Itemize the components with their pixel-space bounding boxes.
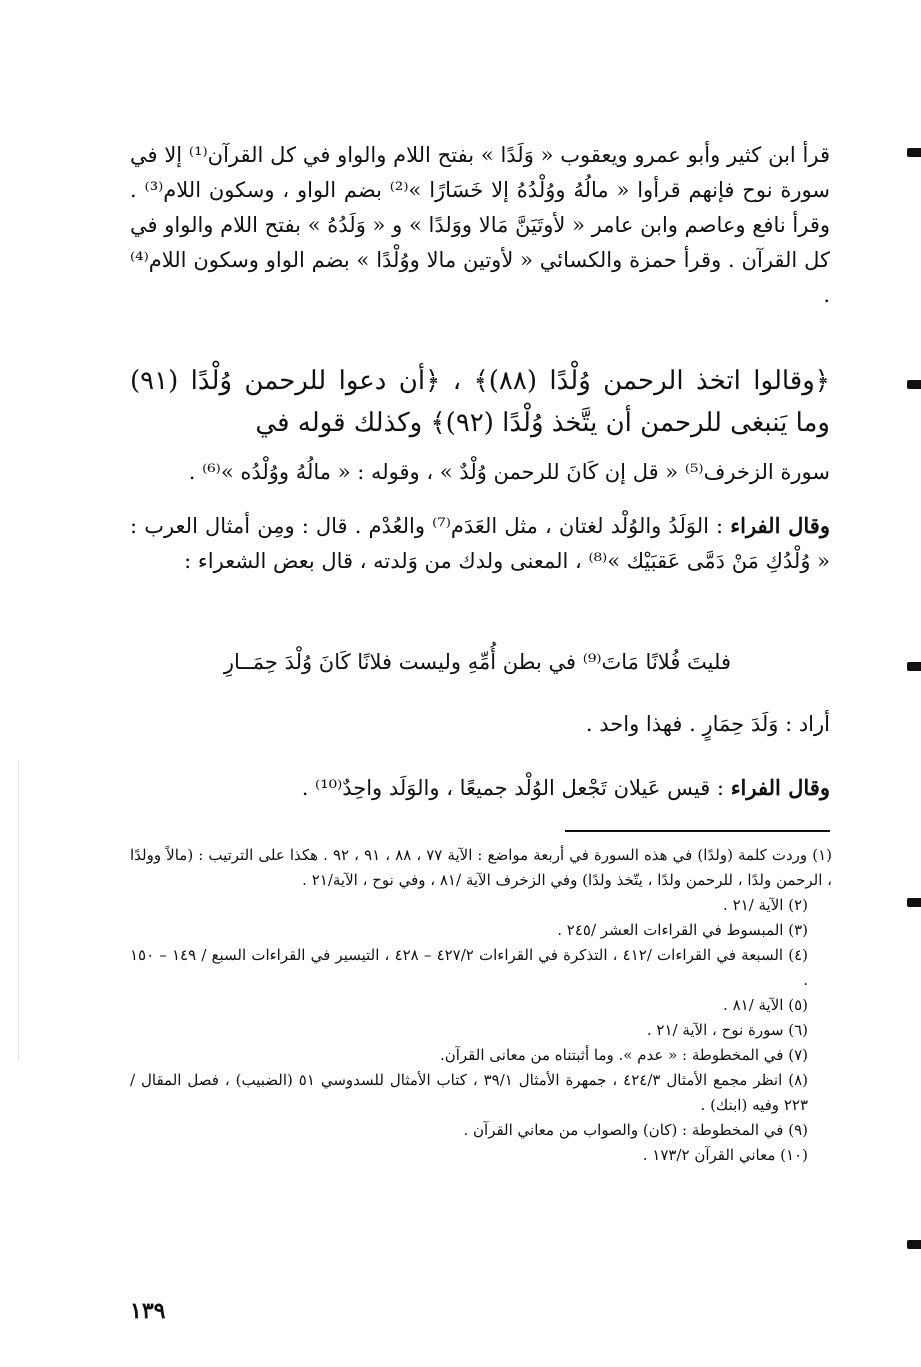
margin-tab-mark [907,898,921,907]
footnotes [130,843,832,1168]
margin-tab-mark [907,380,921,389]
footnote-7: (٧) في المخطوطة : « عدم ». وما أثبتناه من معانى القرآن. [439,1046,808,1064]
verse-second-hemistich: وليست فلانًا كَانَ وُلْدَ حِمَــارِ [223,650,461,674]
quran-verses: ﴿وقالوا اتخذ الرحمن وُلْدًا (٨٨)﴾ ، ﴿أن دعوا للرحمن وُلْدًا (٩١) وما يَنبغى للرحمن أن يتَّخذ وُلْدًا (٩٢)﴾ وكذلك قوله في [130,366,831,438]
margin-tab-mark [907,662,921,671]
footnote-9: (٩) في المخطوطة : (كان) والصواب من معاني القرآن . [463,1121,808,1139]
speaker-label: وقال الفراء [730,513,830,538]
footnote-3: (٣) المبسوط في القراءات العشر /٢٤٥ . [557,921,808,939]
footnote-2: (٢) الآية /٢١ . [723,896,808,914]
scan-edge-line [18,760,19,1060]
footnote-8: (٨) انظر مجمع الأمثال ٤٢٤/٣ ، جمهرة الأمثال ٣٩/١ ، كتاب الأمثال للسدوسي ٥١ (الضبيب) ، فصل المقال /٢٢٣ وفيه (ابنك) . [130,1071,808,1114]
margin-tab-mark [907,1240,921,1249]
paragraph-farra-2 [130,770,830,806]
paragraph-farra-1 [130,508,830,579]
footnote-4: (٤) السبعة في القراءات /٤١٢ ، التذكرة في القراءات ٤٢٧/٢ – ٤٢٨ ، التيسير في القراءات السبع / ١٤٩ – ١٥٠ . [130,946,809,989]
verse-first-hemistich: فليتَ فُلانًا مَاتَ⁽⁹⁾ في بطن أُمِّهِ [467,650,731,674]
footnote-separator [565,830,830,832]
speaker-label: وقال الفراء [730,775,830,800]
paragraph-text: : الوَلَدُ والوُلْد لغتان ، مثل العَدَم⁽⁷⁾ والعُدْم . قال : ومِن أمثال العرب : « وُلْدُكِ مَنْ دَمَّى عَقبَيْك »⁽⁸⁾ ، المعنى ولدك من وَلدته ، قال بعض الشعراء : [130,514,830,573]
footnote-5: (٥) الآية /٨١ . [723,996,808,1014]
footnote-1: (١) وردت كلمة (ولدًا) في هذه السورة في أربعة مواضع : الآية ٧٧ ، ٨٨ ، ٩١ ، ٩٢ . هكذا على الترتيب : (مالاً وولدًا ، الرحمن ولدًا ، للرحمن ولدًا ، يتّخذ ولدًا) وفي الزخرف الآية /٨١ ، وفي نوح ، الآية/٢١ . [130,846,832,889]
paragraph-text: : قيس عَيلان تَجْعل الوُلْد جميعًا ، والوَلَد واحِدٌ⁽¹⁰⁾ . [301,776,724,800]
footnote-10: (١٠) معاني القرآن ١٧٣/٢ . [642,1146,808,1164]
footnote-6: (٦) سورة نوح ، الآية /٢١ . [646,1021,808,1039]
paragraph-readings: قرأ ابن كثير وأبو عمرو ويعقوب « وَلَدًا » بفتح اللام والواو في كل القرآن⁽¹⁾ إلا في سورة نوح فإنهم قرأوا « مالُهُ ووُلْدُهُ إلا خَسَارًا »⁽²⁾ بضم الواو ، وسكون اللام⁽³⁾ . وقرأ نافع وعاصم وابن عامر « لأوتَيَنَّ مَالا ووَلدًا » و « وَلَدُهُ » بفتح اللام والواو في كل القرآن . وقرأ حمزة والكسائي « لأوتين مالا ووُلْدًا » بضم الواو وسكون اللام⁽⁴⁾ . [130,143,830,307]
paragraph-zukhruf: سورة الزخرف⁽⁵⁾ « قل إن كَانَ للرحمن وُلْدٌ » ، وقوله : « مالُهُ ووُلْدُه »⁽⁶⁾ . [188,460,830,484]
page-number: ١٣٩ [130,1298,166,1324]
paragraph-explanation: أراد : وَلَدَ حِمَارٍ . فهذا واحد . [585,712,830,736]
margin-tab-mark [907,148,921,157]
